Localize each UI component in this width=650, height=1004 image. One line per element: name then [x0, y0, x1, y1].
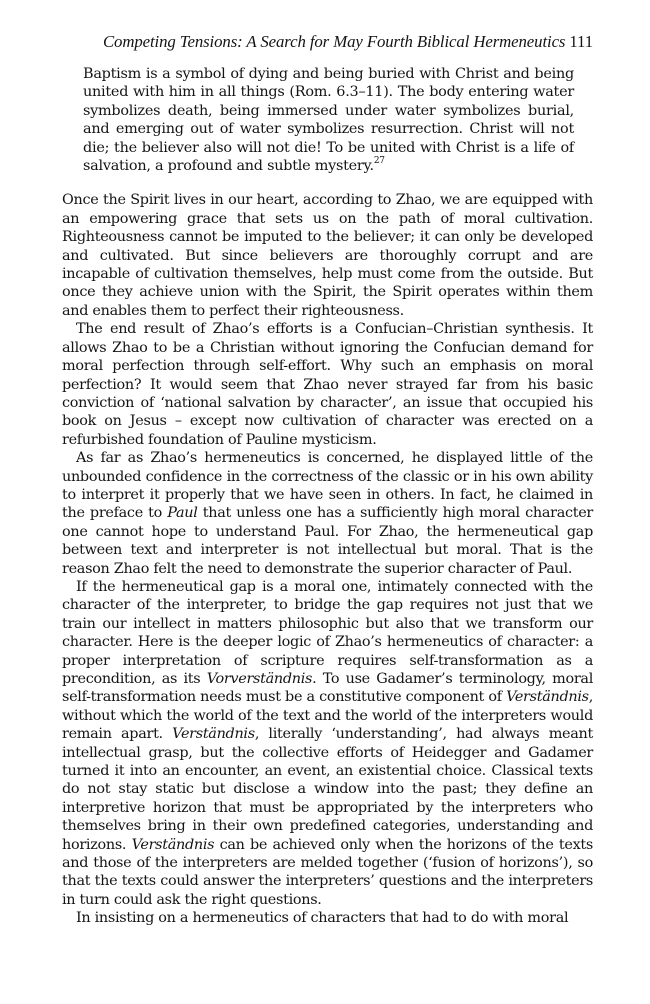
- book-title-paul: Paul: [167, 505, 198, 522]
- paragraph-3: [62, 449, 593, 578]
- paragraph-4-text-g: , literally ‘understanding’, had always meant intellectual grasp, but the collective efforts of Heidegger and Gadamer turned it into an encounter, an event, an existential choice. Classical texts do not stay static but disclose a window into the past; they define an interpretive horizon that must be appropriated by the interpreters who themselves bring in their own predefined categories, understanding and horizons.: [62, 726, 593, 853]
- page-number: 111: [569, 32, 593, 51]
- paragraph-4-text-e: , without which the world of the text and the world of the interpreters would remain apart.: [62, 689, 593, 743]
- term-verstandnis-2: Verständnis: [172, 726, 255, 743]
- paragraph-2: The end result of Zhao’s efforts is a Confucian–Christian synthesis. It allows Zhao to be a Christian without ignoring the Confucian demand for moral perfection through self-effort. Why such an emphasis on moral perfection? It would seem that Zhao never strayed far from his basic conviction of ‘national salvation by character’, an issue that occupied his book on Jesus – except now cultivation of character was erected on a refurbished foundation of Pauline mysticism.: [62, 321, 593, 448]
- paragraph-3-text-a: As far as Zhao’s hermeneutics is concerned, he displayed little of the unbounded confidence in the correctness of the classic or in his own ability to interpret it properly that we have seen in others. In fact, he claimed in the preface to: [62, 450, 593, 522]
- term-vorverstandnis: Vorverständnis: [206, 671, 313, 687]
- paragraph-1: Once the Spirit lives in our heart, according to Zhao, we are equipped with an empowering grace that sets us on the path of moral cultivation. Righteousness cannot be imputed to the believer; it can only be developed and cultivated. But since believers are thoroughly corrupt and are incapable of cultivation themselves, help must come from the outside. But once they achieve union with the Spirit, the Spirit operates within them and enables them to perfect their righteousness.: [62, 192, 593, 319]
- term-verstandnis-3: Verständnis: [131, 836, 215, 853]
- paragraph-4: [62, 578, 593, 909]
- paragraph-3-text-c: that unless one has a sufficiently high moral character one cannot hope to understand Paul. For Zhao, the hermeneutical gap between text and interpreter is not intellectual but moral. That is the reason Zhao felt the need to demonstrate the superior character of Paul.: [62, 505, 594, 577]
- paragraph-4-text-i: can be achieved only when the horizons of the texts and those of the interpreters are melded together (‘fusion of horizons’), so that the texts could answer the interpreters’ questions and the interpreters in turn could ask the right questions.: [62, 836, 593, 908]
- term-verstandnis-1: Verständnis: [506, 689, 589, 706]
- book-page: [62, 32, 593, 928]
- running-title: Competing Tensions: A Search for May Fourth Biblical Hermeneutics: [102, 32, 566, 51]
- paragraph-4-text-c: . To use Gadamer’s terminology, moral self-transformation needs must be a constitutive component of: [62, 671, 594, 706]
- footnote-marker: 27: [373, 156, 385, 167]
- body-text: [62, 191, 593, 927]
- running-header: [62, 32, 593, 52]
- block-quote: [83, 65, 574, 175]
- paragraph-4-text-a: If the hermeneutical gap is a moral one, intimately connected with the character of the interpreter, to bridge the gap requires not just that we train our intellect in matters philosophic but also that we transform our character. Here is the deeper logic of Zhao’s hermeneutics of character: a proper interpretation of scripture requires self-transformation as a precondition, as its: [62, 578, 593, 687]
- paragraph-5: In insisting on a hermeneutics of characters that had to do with moral: [76, 910, 569, 927]
- block-quote-text: Baptism is a symbol of dying and being buried with Christ and being united with him in all things (Rom. 6.3–11). The body entering water symbolizes death, being immersed under water symbolizes burial, and emerging out of water symbolizes resurrection. Christ will not die; the believer also will not die! To be united with Christ is a life of salvation, a profound and subtle mystery.: [83, 66, 574, 175]
